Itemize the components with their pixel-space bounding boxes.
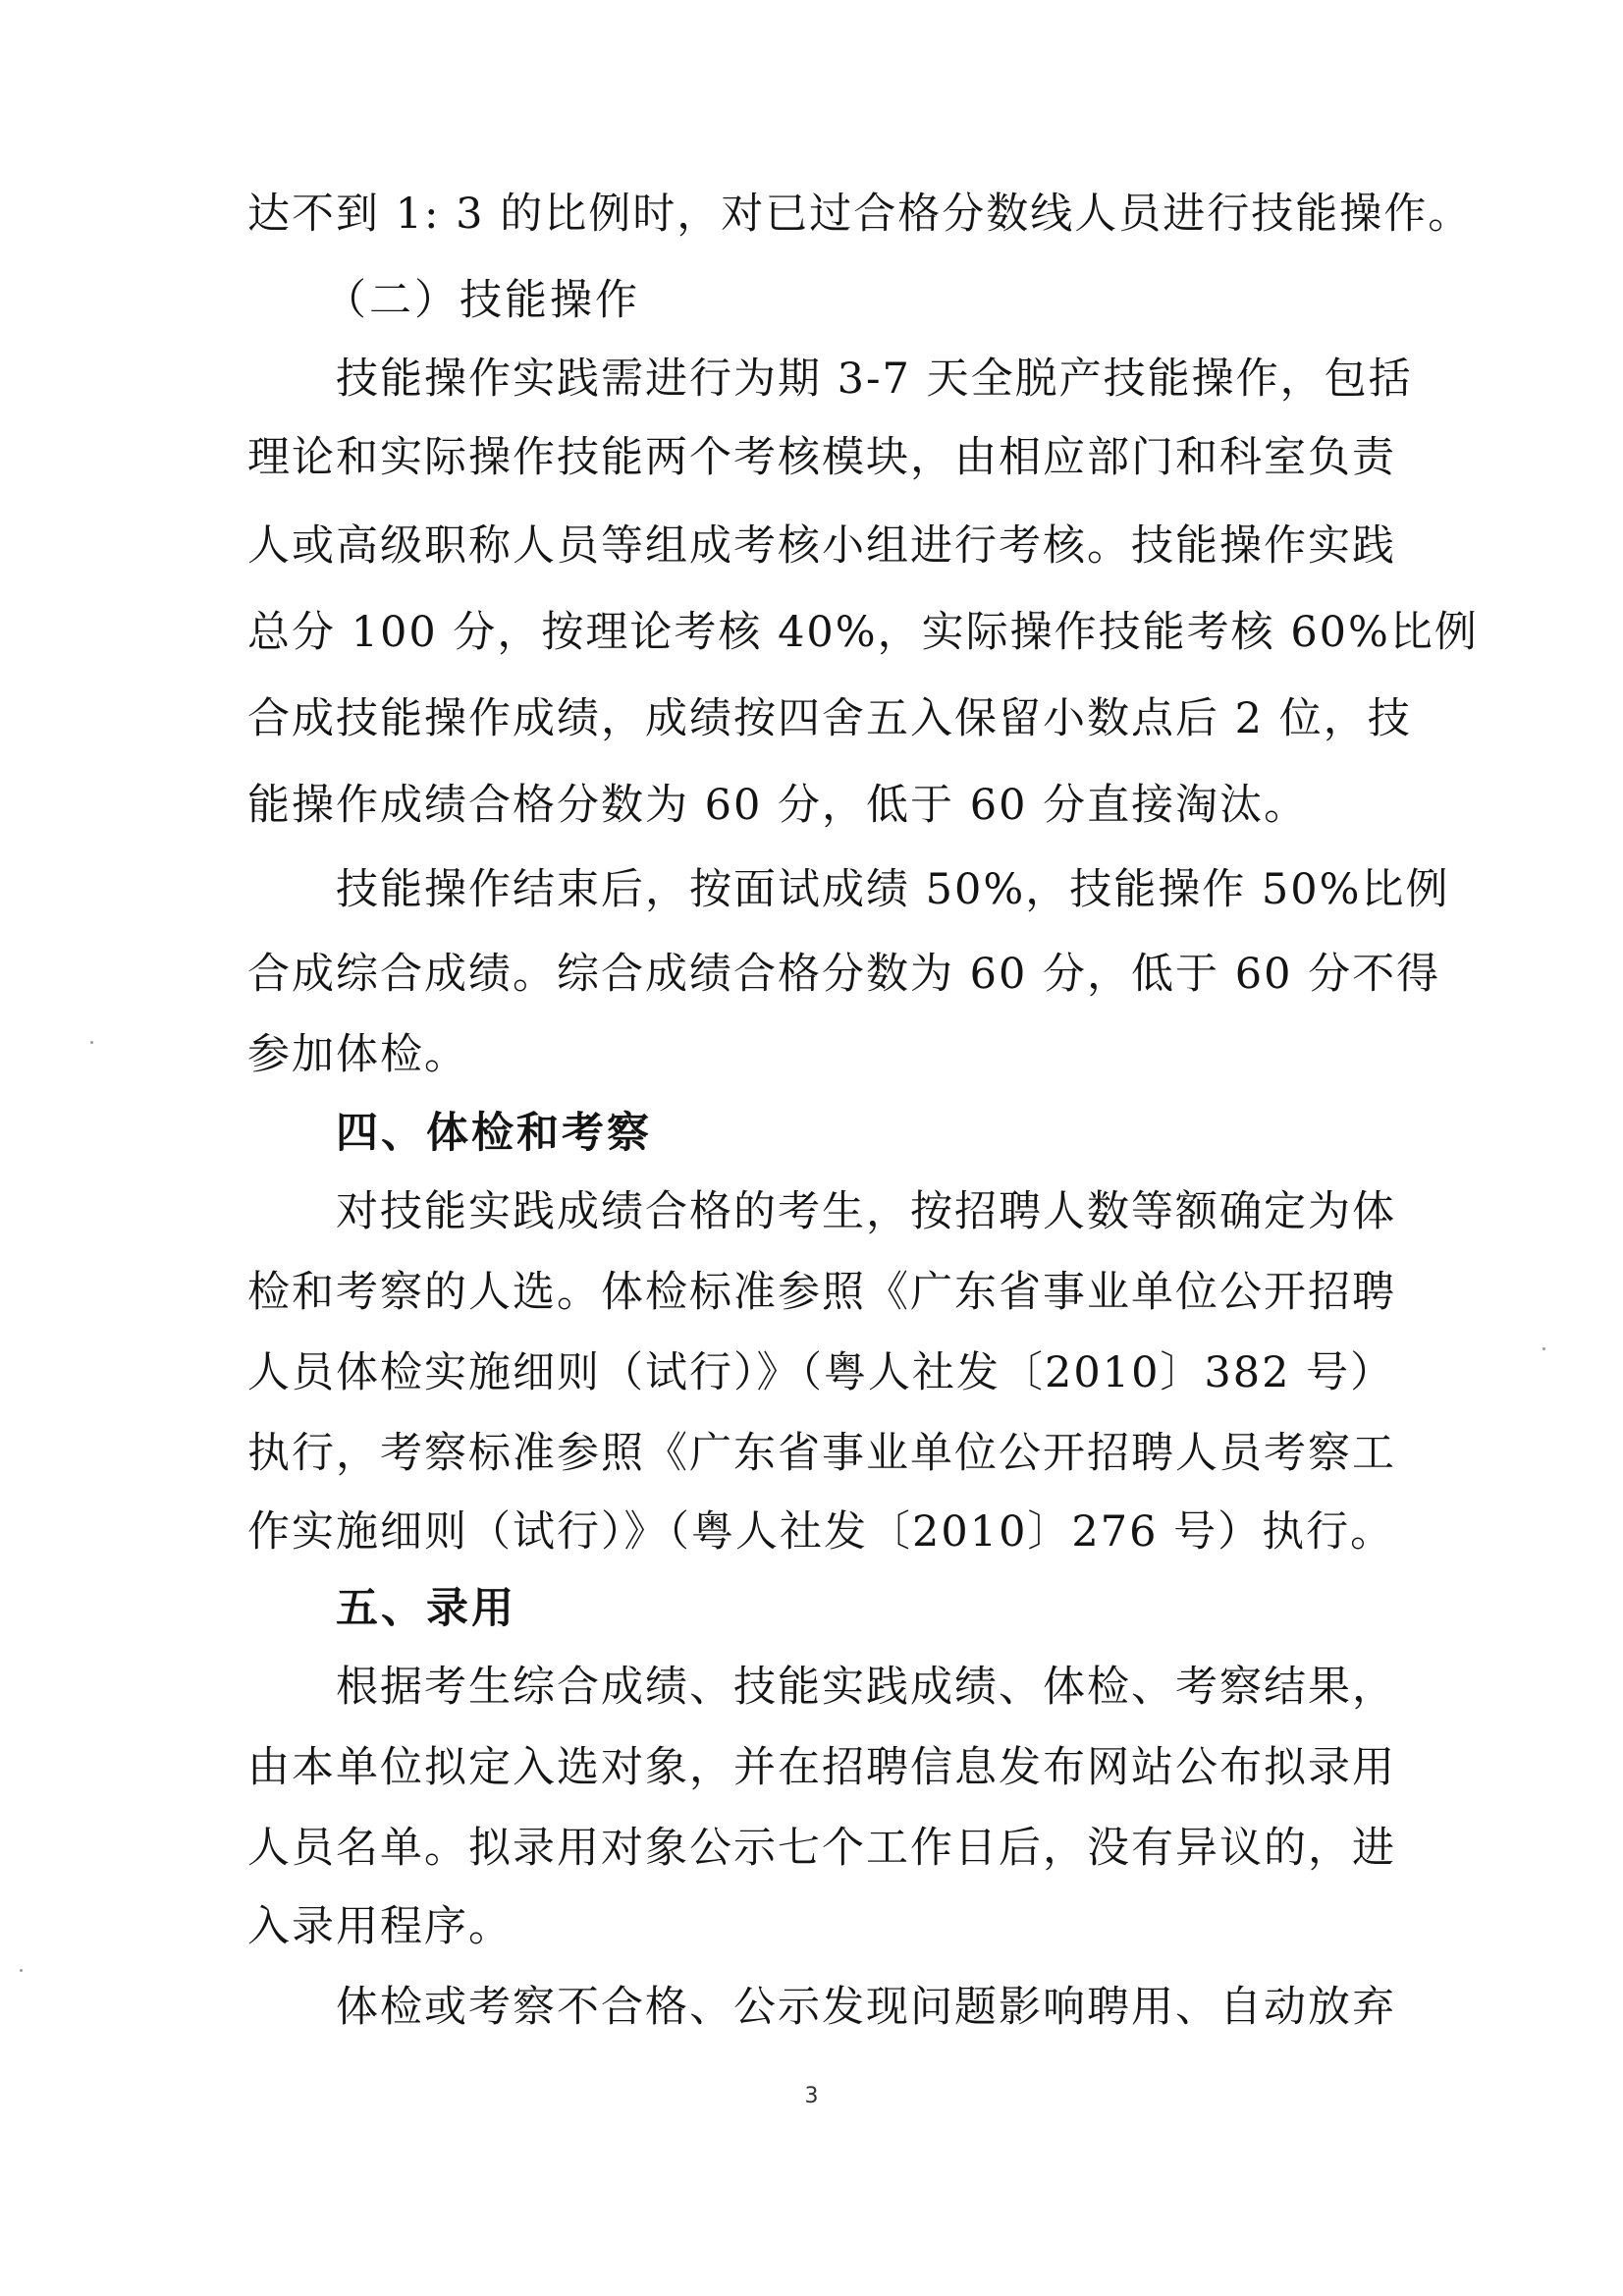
body-line-21: 人员名单。拟录用对象公示七个工作日后，没有异议的，进 <box>247 1824 1396 1873</box>
body-line-5: 人或高级职称人员等组成考核小组进行考核。技能操作实践 <box>247 521 1396 571</box>
scan-speck <box>20 1969 23 1972</box>
scan-speck <box>90 1041 93 1044</box>
body-line-16: 执行，考察标准参照《广东省事业单位公开招聘人员考察工 <box>247 1429 1396 1478</box>
body-line-4: 理论和实际操作技能两个考核模块，由相应部门和科室负责 <box>247 433 1396 482</box>
body-line-14: 检和考察的人选。体检标准参照《广东省事业单位公开招聘 <box>247 1268 1396 1317</box>
body-line-19: 根据考生综合成绩、技能实践成绩、体检、考察结果， <box>336 1663 1396 1712</box>
body-line-1: 达不到 1: 3 的比例时，对已过合格分数线人员进行技能操作。 <box>247 190 1473 239</box>
body-line-20: 由本单位拟定入选对象，并在招聘信息发布网站公布拟录用 <box>247 1743 1396 1792</box>
body-line-23: 体检或考察不合格、公示发现问题影响聘用、自动放弃 <box>336 1983 1396 2032</box>
body-line-8: 能操作成绩合格分数为 60 分，低于 60 分直接淘汰。 <box>247 781 1309 830</box>
body-line-7: 合成技能操作成绩，成绩按四舍五入保留小数点后 2 位，技 <box>247 694 1412 743</box>
body-line-3: 技能操作实践需进行为期 3-7 天全脱产技能操作，包括 <box>336 355 1413 404</box>
body-line-22: 入录用程序。 <box>247 1902 513 1951</box>
body-line-11: 参加体检。 <box>247 1030 468 1079</box>
body-line-10: 合成综合成绩。综合成绩合格分数为 60 分，低于 60 分不得 <box>247 950 1441 999</box>
subsection-heading-skill-operation: （二）技能操作 <box>324 276 640 325</box>
body-line-17: 作实施细则（试行）》（粤人社发〔2010〕276 号）执行。 <box>247 1507 1395 1557</box>
scan-speck <box>1542 1347 1545 1350</box>
body-line-9: 技能操作结束后，按面试成绩 50%，技能操作 50%比例 <box>336 865 1450 914</box>
body-line-6: 总分 100 分，按理论考核 40%，实际操作技能考核 60%比例 <box>247 608 1479 657</box>
section-heading-hiring: 五、录用 <box>336 1584 516 1633</box>
body-line-15: 人员体检实施细则（试行）》（粤人社发〔2010〕382 号） <box>247 1348 1395 1397</box>
page-number: 3 <box>804 2084 819 2108</box>
section-heading-medical-exam: 四、体检和考察 <box>336 1109 652 1158</box>
body-line-13: 对技能实践成绩合格的考生，按招聘人数等额确定为体 <box>336 1187 1396 1236</box>
